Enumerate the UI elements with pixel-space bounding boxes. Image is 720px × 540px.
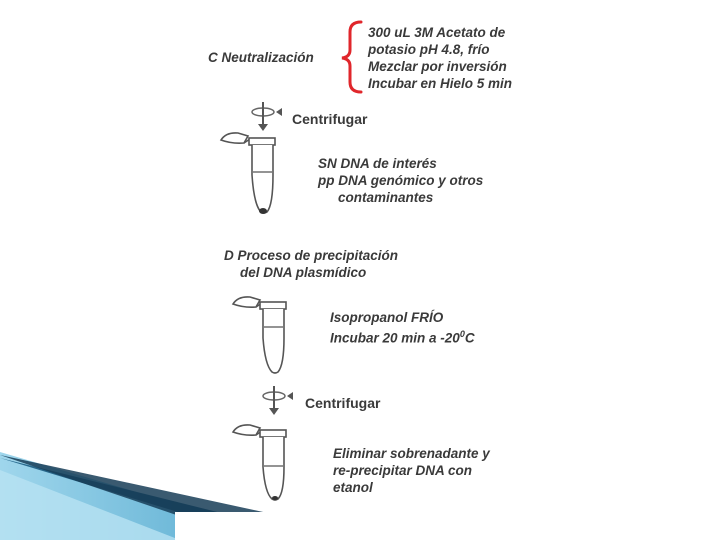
tube-3-note-line-1: Eliminar sobrenadante y (333, 446, 490, 461)
tube-3-note-line-3: etanol (333, 480, 373, 495)
tube-1-note-line-2: pp DNA genómico y otros (318, 173, 484, 188)
section-c-step-4: Incubar en Hielo 5 min (368, 76, 513, 91)
section-c-title: C Neutralización (208, 50, 314, 65)
tube-2-note-superscript: 0 (459, 329, 465, 339)
tube-2-note-line-1: Isopropanol FRÍO (330, 310, 444, 325)
section-c-step-2: potasio pH 4.8, frío (368, 42, 490, 57)
tube-2-note-line-2-text: Incubar 20 min a -20 (330, 330, 460, 346)
centrifuge-label: Centrifugar (305, 395, 381, 411)
section-d-title-line-2: del DNA plasmídico (240, 265, 367, 280)
section-c-step-1: 300 uL 3M Acetato de (368, 25, 506, 40)
section-c-step-3: Mezclar por inversión (368, 59, 507, 74)
tube-1-note-line-1: SN DNA de interés (318, 156, 437, 171)
section-d-title-line-1: D Proceso de precipitación (224, 248, 399, 263)
tube-3-note-line-2: re-precipitar DNA con (333, 463, 473, 478)
centrifuge-label: Centrifugar (292, 111, 368, 127)
tube-1-note-line-3: contaminantes (338, 190, 434, 205)
tube-2-note-unit: C (464, 330, 475, 346)
